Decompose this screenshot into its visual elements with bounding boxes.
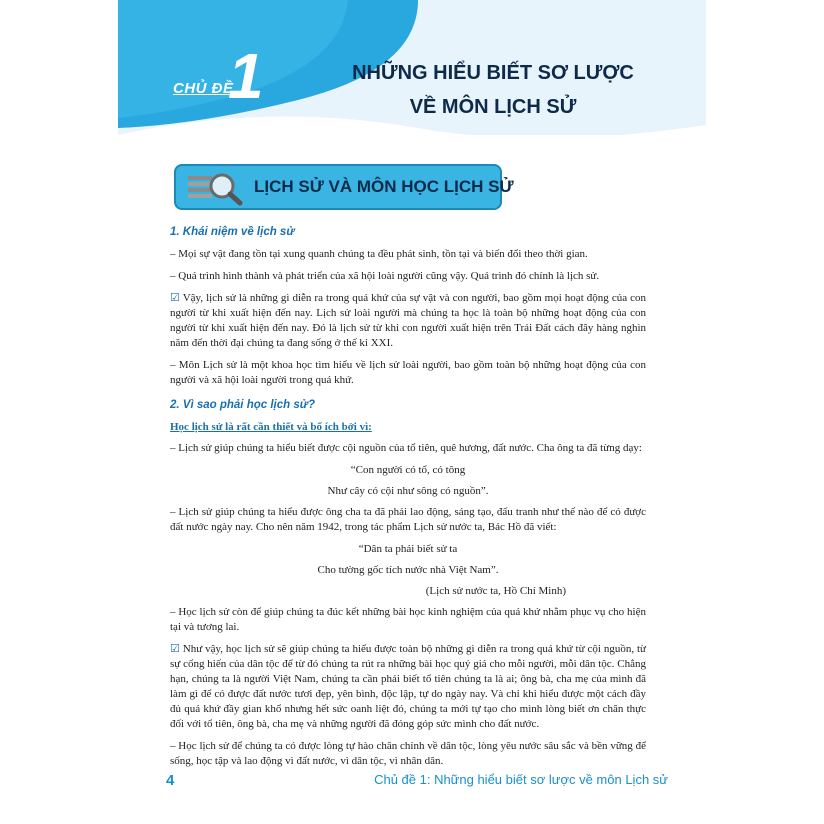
part2-paragraph-3: – Học lịch sử còn để giúp chúng ta đúc kết những bài học kinh nghiệm của quá khứ nhằm phục vụ cho hiện tại và tương lai.	[170, 606, 646, 633]
part2-heading: 2. Vì sao phải học lịch sử?	[170, 399, 315, 411]
page	[118, 0, 706, 824]
magnifier-icon	[186, 170, 246, 206]
quote2-source: (Lịch sử nước ta, Hồ Chí Minh)	[425, 585, 566, 597]
chapter-title-line2: VỀ MÔN LỊCH SỬ	[409, 96, 577, 118]
part1-paragraph-4: – Môn Lịch sử là một khoa học tìm hiểu về lịch sử loài người, bao gồm toàn bộ những hoạt động của con người và xã hội loài người trong quá khứ.	[170, 359, 646, 386]
part2-paragraph-2: – Lịch sử giúp chúng ta hiểu được ông cha ta đã phải lao động, sáng tạo, đấu tranh như thế nào để có được đất nước ngày nay. Cho nên năm 1942, trong tác phẩm Lịch sử nước ta, Bác Hồ đã viết:	[170, 506, 646, 533]
part2-subheading: Học lịch sử là rất cần thiết và bổ ích bởi vì:	[170, 421, 372, 433]
part1-heading: 1. Khái niệm về lịch sử	[170, 226, 295, 238]
chapter-title-line1: NHỮNG HIỂU BIẾT SƠ LƯỢC	[352, 62, 634, 84]
section-banner	[174, 164, 514, 210]
part2-paragraph-5: – Học lịch sử để chúng ta có được lòng tự hào chân chính về dân tộc, lòng yêu nước sâu sắc và bền vững để sống, học tập và lao động vì đất nước, vì dân tộc, vì nhân dân.	[170, 740, 646, 767]
topic-label: CHỦ ĐỀ	[173, 80, 234, 97]
page-number: 4	[166, 772, 175, 789]
quote2-line1: “Dân ta phải biết sử ta	[358, 543, 458, 555]
running-footer: Chủ đề 1: Những hiểu biết sơ lược về môn Lịch sử	[374, 772, 668, 787]
part1-paragraph-2: – Quá trình hình thành và phát triển của xã hội loài người cũng vậy. Quá trình đó chính là lịch sử.	[170, 270, 600, 282]
topic-number: 1	[228, 40, 264, 112]
checkbox-icon: ☑	[170, 643, 180, 655]
quote1-line2: Như cây có cội như sông có nguồn”.	[327, 485, 489, 497]
part1-paragraph-3: ☑ Vậy, lịch sử là những gì diễn ra trong quá khứ của sự vật và con người, bao gồm mọi hoạt động của con người từ khi xuất hiện đến nay. Lịch sử loài người mà chúng ta học là toàn bộ những hoạt động của con người từ khi xuất hiện đến nay. Đó là lịch sử từ khi con người xuất hiện trên Trái Đất cách đây hàng nghìn năm đến thời đại chúng ta đang sống ở thế kỉ XXI.	[170, 292, 646, 349]
quote1-line1: “Con người có tổ, có tông	[350, 464, 466, 476]
quote2-line2: Cho tường gốc tích nước nhà Việt Nam”.	[317, 564, 499, 576]
checkbox-icon: ☑	[170, 292, 180, 304]
part2-paragraph-4: ☑ Như vậy, học lịch sử sẽ giúp chúng ta hiểu được toàn bộ những gì diễn ra trong quá khứ từ cội nguồn, từ sự cống hiến của dân tộc để từ đó chúng ta rút ra những bài học quý giá cho mỗi người, mỗi dân tộc. Chẳng hạn, chúng ta là người Việt Nam, chúng ta cần phải biết tổ tiên chúng ta là ai; ông bà, cha mẹ của mình đã làm gì để có được đất nước tươi đẹp, yên bình, độc lập, tự do ngày nay. Và chỉ khi hiểu được một cách đầy đủ quá khứ đầy gian khổ nhưng hết sức oanh liệt đó, chúng ta mới tự tạo cho mình lòng biết ơn chân thực đối với tổ tiên, ông bà, cha mẹ và những người đã đóng góp sức mình cho đất nước.	[170, 643, 646, 730]
content	[170, 225, 646, 776]
section-title: LỊCH SỬ VÀ MÔN HỌC LỊCH SỬ	[254, 177, 514, 196]
part1-paragraph-1: – Mọi sự vật đang tồn tại xung quanh chúng ta đều phát sinh, tồn tại và biến đổi theo thời gian.	[170, 248, 588, 260]
part2-paragraph-1: – Lịch sử giúp chúng ta hiểu biết được cội nguồn của tổ tiên, quê hương, đất nước. Cha ông ta đã từng dạy:	[170, 442, 642, 454]
